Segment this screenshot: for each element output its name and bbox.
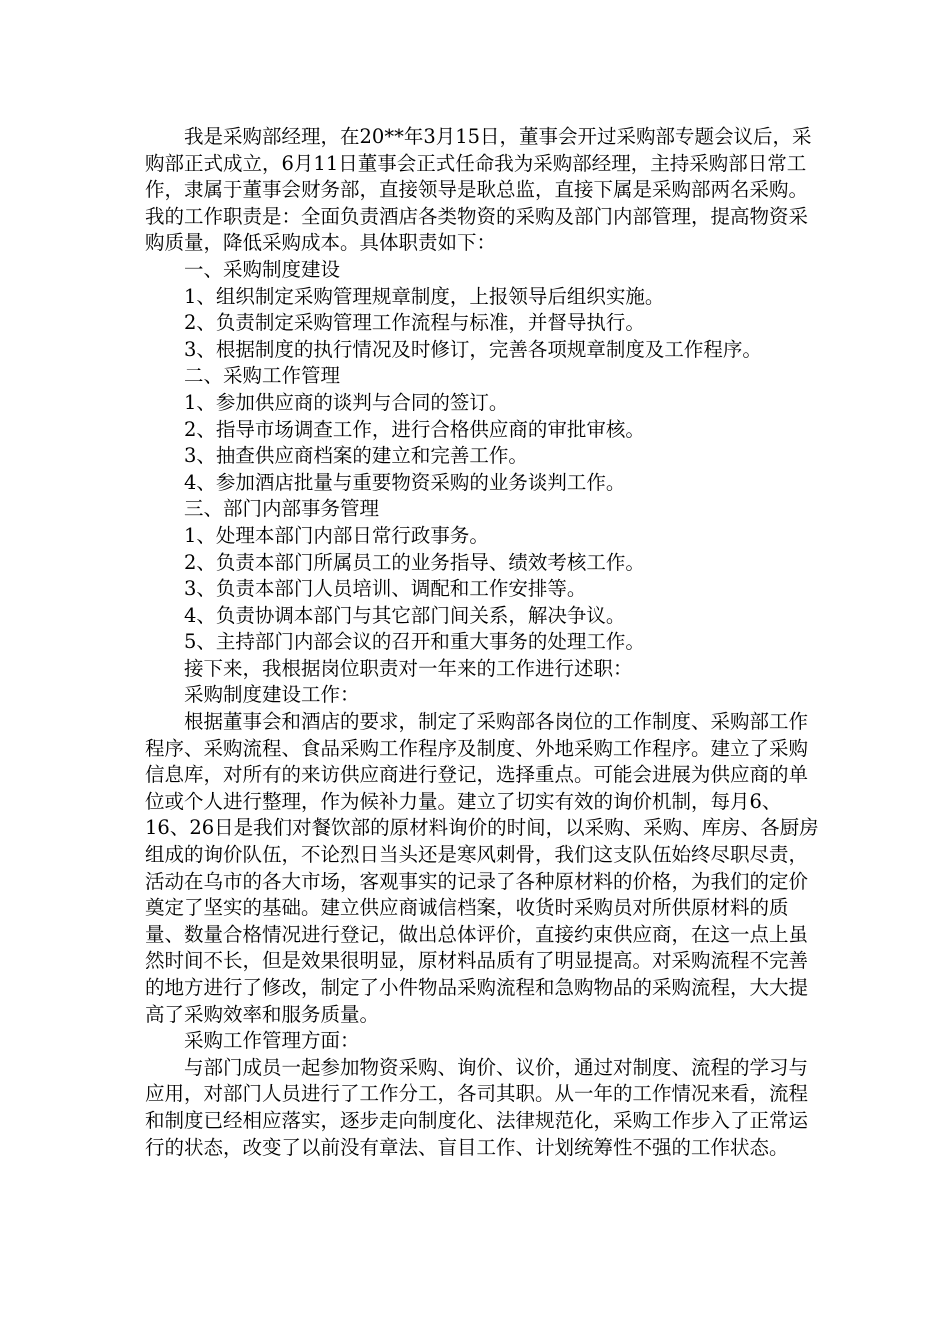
list-item: 1、处理本部门内部日常行政事务。 [184, 523, 489, 547]
subsection-heading-1: 采购制度建设工作： [184, 683, 360, 707]
section-heading-2: 二、采购工作管理 [184, 364, 341, 388]
document-body [145, 124, 825, 1161]
body-paragraph: 与部门成员一起参加物资采购、询价、议价，通过对制度、流程的学习与应用，对部门人员进行了工作分工，各司其职。从一年的工作情况来看，流程和制度已经相应落实，逐步走向制度化、法律规范化，采购工作步入了正常运行的状态，改变了以前没有章法、盲目工作、计划统筹性不强的工作状态。 [145, 1055, 809, 1159]
list-item: 3、负责本部门人员培训、调配和工作安排等。 [184, 577, 587, 601]
section-heading-1: 一、采购制度建设 [184, 257, 341, 281]
list-item: 2、指导市场调查工作，进行合格供应商的审批审核。 [184, 417, 645, 441]
list-item: 1、参加供应商的谈判与合同的签订。 [184, 390, 509, 414]
list-item: 5、主持部门内部会议的召开和重大事务的处理工作。 [184, 630, 645, 654]
subsection-heading-2: 采购工作管理方面： [184, 1029, 360, 1053]
list-item: 2、负责本部门所属员工的业务指导、绩效考核工作。 [184, 550, 645, 574]
section-heading-3: 三、部门内部事务管理 [184, 497, 380, 521]
list-item: 2、负责制定采购管理工作流程与标准，并督导执行。 [184, 311, 645, 335]
list-item: 3、根据制度的执行情况及时修订，完善各项规章制度及工作程序。 [184, 337, 762, 361]
list-item: 4、负责协调本部门与其它部门间关系，解决争议。 [184, 603, 626, 627]
list-item: 4、参加酒店批量与重要物资采购的业务谈判工作。 [184, 470, 626, 494]
list-item: 3、抽查供应商档案的建立和完善工作。 [184, 444, 528, 468]
list-item: 1、组织制定采购管理规章制度，上报领导后组织实施。 [184, 284, 665, 308]
paragraph-intro: 我是采购部经理，在20**年3月15日，董事会开过采购部专题会议后，采购部正式成立，6月11日董事会正式任命我为采购部经理，主持采购部日常工作，隶属于董事会财务部，直接领导是耿总监，直接下属是采购部两名采购。我的工作职责是：全面负责酒店各类物资的采购及部门内部管理，提高物资采购质量，降低采购成本。具体职责如下： [145, 125, 812, 255]
body-paragraph: 根据董事会和酒店的要求，制定了采购部各岗位的工作制度、采购部工作程序、采购流程、食品采购工作程序及制度、外地采购工作程序。建立了采购信息库，对所有的来访供应商进行登记，选择重点。可能会进展为供应商的单位或个人进行整理，作为候补力量。建立了切实有效的询价机制，每月6、16、26日是我们对餐饮部的原材料询价的时间，以采购、采购、库房、各厨房组成的询价队伍，不论烈日当头还是寒风刺骨，我们这支队伍始终尽职尽责，活动在乌市的各大市场，客观事实的记录了各种原材料的价格，为我们的定价奠定了坚实的基础。建立供应商诚信档案，收货时采购员对所供原材料的质量、数量合格情况进行登记，做出总体评价，直接约束供应商，在这一点上虽然时间不长，但是效果很明显，原材料品质有了明显提高。对采购流程不完善的地方进行了修改，制定了小件物品采购流程和急购物品的采购流程，大大提高了采购效率和服务质量。 [145, 710, 819, 1026]
transition-paragraph: 接下来，我根据岗位职责对一年来的工作进行述职： [184, 656, 633, 680]
